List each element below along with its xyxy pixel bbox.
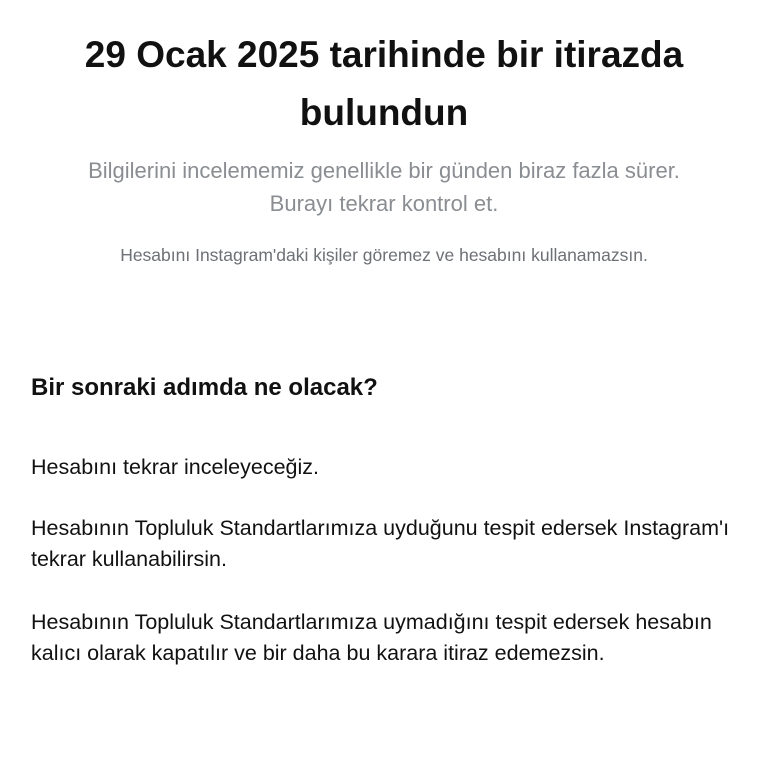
next-steps-heading: Bir sonraki adımda ne olacak? [31, 374, 378, 401]
page-title: 29 Ocak 2025 tarihinde bir itirazda bulundun [84, 34, 684, 133]
next-step-paragraph: Hesabını tekrar inceleyeceğiz. [31, 455, 320, 479]
review-time-subtitle: Bilgilerini incelememiz genellikle bir günden biraz fazla sürer. Burayı tekrar kontrol et. [88, 158, 680, 216]
next-step-paragraph: Hesabının Topluluk Standartlarımıza uymadığını tespit edersek hesabın kalıcı olarak kapatılır ve bir daha bu karara itiraz edemezsin. [31, 610, 712, 665]
account-visibility-note: Hesabını Instagram'daki kişiler göremez ve hesabını kullanamazsın. [120, 245, 648, 265]
next-step-paragraph: Hesabının Topluluk Standartlarımıza uyduğunu tespit edersek Instagram'ı tekrar kullanabilirsin. [31, 516, 730, 571]
